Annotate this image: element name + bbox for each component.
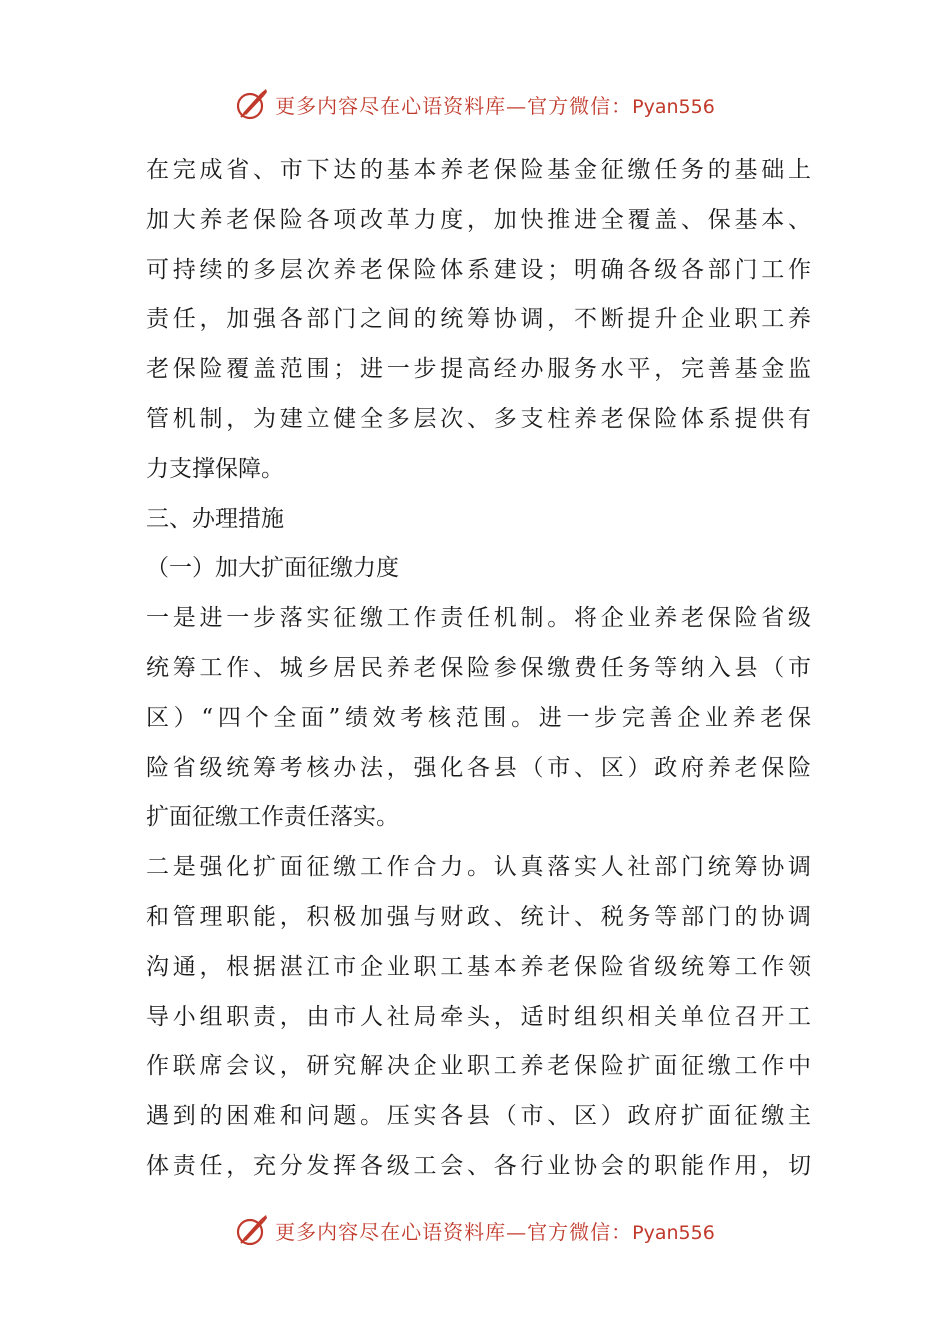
text-line: 二是强化扩面征缴工作合力。认真落实人社部门统筹协调 (146, 854, 811, 881)
text-line: （一）加大扩面征缴力度 (146, 555, 399, 582)
text-line: 三、办理措施 (146, 505, 284, 532)
text-line: 和管理职能，积极加强与财政、统计、税务等部门的协调 (146, 903, 811, 930)
text-line: 沟通，根据湛江市企业职工基本养老保险省级统筹工作领 (146, 953, 811, 980)
text-line: 区）“四个全面”绩效考核范围。进一步完善企业养老保 (146, 704, 811, 731)
text-line: 力支撑保障。 (146, 455, 284, 482)
quill-pen-icon (235, 1213, 269, 1247)
text-line: 扩面征缴工作责任落实。 (146, 804, 399, 831)
text-line: 导小组职责，由市人社局牵头，适时组织相关单位召开工 (146, 1003, 811, 1030)
text-line: 管机制，为建立健全多层次、多支柱养老保险体系提供有 (146, 405, 811, 432)
text-line: 可持续的多层次养老保险体系建设；明确各级各部门工作 (146, 256, 811, 283)
text-line: 遇到的困难和问题。压实各县（市、区）政府扩面征缴主 (146, 1103, 811, 1130)
text-line: 老保险覆盖范围；进一步提高经办服务水平，完善基金监 (146, 356, 811, 383)
watermark-text: 更多内容尽在心语资料库—官方微信：Pyan556 (275, 93, 715, 118)
text-line: 责任，加强各部门之间的统筹协调，不断提升企业职工养 (146, 306, 811, 333)
wechat-id: Pyan556 (632, 95, 715, 118)
text-line: 在完成省、市下达的基本养老保险基金征缴任务的基础上 (146, 157, 811, 183)
text-line: 统筹工作、城乡居民养老保险参保缴费任务等纳入县（市 (146, 654, 811, 681)
text-line: 作联席会议，研究解决企业职工养老保险扩面征缴工作中 (146, 1053, 811, 1080)
quill-pen-icon (235, 87, 269, 121)
wechat-id: Pyan556 (632, 1221, 715, 1244)
document-body (146, 146, 811, 1192)
text-line: 一是进一步落实征缴工作责任机制。将企业养老保险省级 (146, 605, 811, 632)
text-line: 险省级统筹考核办法，强化各县（市、区）政府养老保险 (146, 754, 811, 781)
text-line: 加大养老保险各项改革力度，加快推进全覆盖、保基本、 (146, 206, 811, 233)
header-watermark (0, 84, 950, 124)
text-line: 体责任，充分发挥各级工会、各行业协会的职能作用，切 (146, 1152, 811, 1179)
footer-watermark (0, 1210, 950, 1250)
watermark-text: 更多内容尽在心语资料库—官方微信：Pyan556 (275, 1219, 715, 1244)
